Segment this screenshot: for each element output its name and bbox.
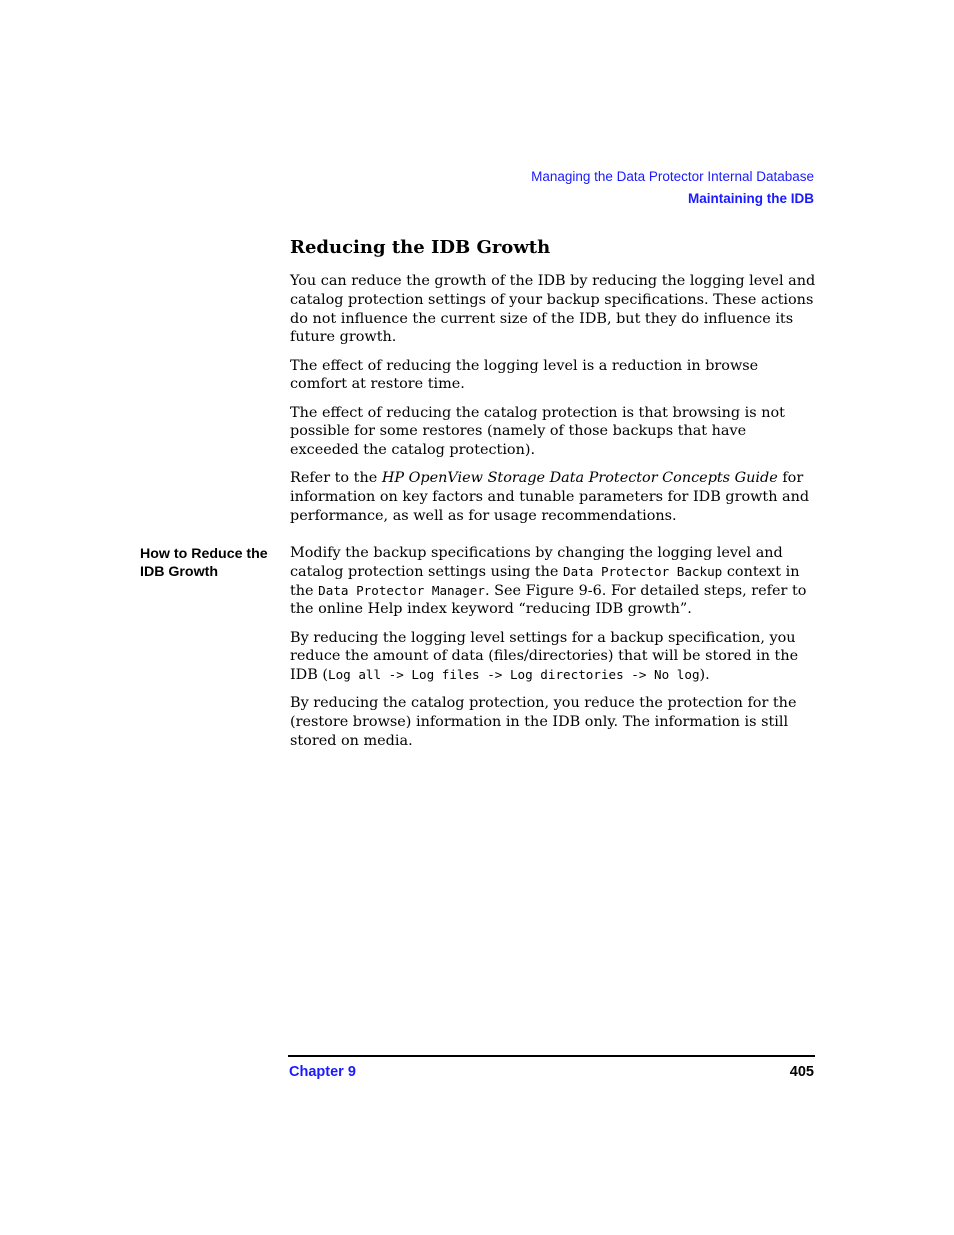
section-heading: Reducing the IDB Growth	[290, 237, 551, 258]
intro-body	[290, 272, 816, 535]
intro-paragraph-4	[290, 469, 816, 525]
text-run: for information on key factors and tunable parameters for IDB growth and performance, as well as for usage recommendations.	[290, 470, 810, 524]
code-manager: Data Protector Manager	[318, 582, 485, 598]
how-to-paragraph-3: By reducing the catalog protection, you reduce the protection for the (restore browse) information in the IDB only. The information is still stored on media.	[290, 695, 797, 749]
text-run: . See Figure 9-6. For detailed steps, refer to the online Help index keyword “reducing IDB growth”.	[290, 582, 807, 618]
page-number: 405	[789, 1064, 814, 1080]
intro-paragraph-3: The effect of reducing the catalog protection is that browsing is not possible for some restores (namely of those backups that have exceeded the catalog protection).	[290, 404, 785, 459]
how-to-body	[290, 544, 816, 760]
text-run: context in the	[290, 563, 800, 599]
side-heading: How to Reduce the IDB Growth	[140, 546, 268, 580]
text-run: Modify the backup specifications by changing the logging level and catalog protection settings using the	[290, 545, 783, 580]
how-to-paragraph-1	[290, 544, 816, 619]
text-run: By reducing the logging level settings for a backup specification, you reduce the amount of data (files/directories) that will be stored in the IDB (	[290, 629, 799, 684]
code-backup-context: Data Protector Backup	[563, 563, 723, 579]
text-run: Refer to the	[290, 470, 382, 487]
intro-paragraph-1: You can reduce the growth of the IDB by reducing the logging level and catalog protection settings of your backup specifications. These actions do not influence the current size of the IDB, but they do influence its future growth.	[290, 273, 816, 346]
text-run: ).	[699, 667, 710, 684]
guide-title: HP OpenView Storage Data Protector Concepts Guide	[381, 470, 778, 487]
running-header-chapter: Managing the Data Protector Internal Database	[531, 169, 814, 184]
intro-paragraph-2: The effect of reducing the logging level is a reduction in browse comfort at restore time.	[290, 357, 759, 393]
how-to-paragraph-2	[290, 629, 816, 685]
running-header	[531, 166, 814, 210]
code-log-levels: Log all -> Log files -> Log directories -> No log	[328, 667, 700, 683]
running-header-section: Maintaining the IDB	[688, 191, 814, 206]
footer-rule	[288, 1055, 815, 1057]
footer-chapter: Chapter 9	[289, 1064, 356, 1080]
